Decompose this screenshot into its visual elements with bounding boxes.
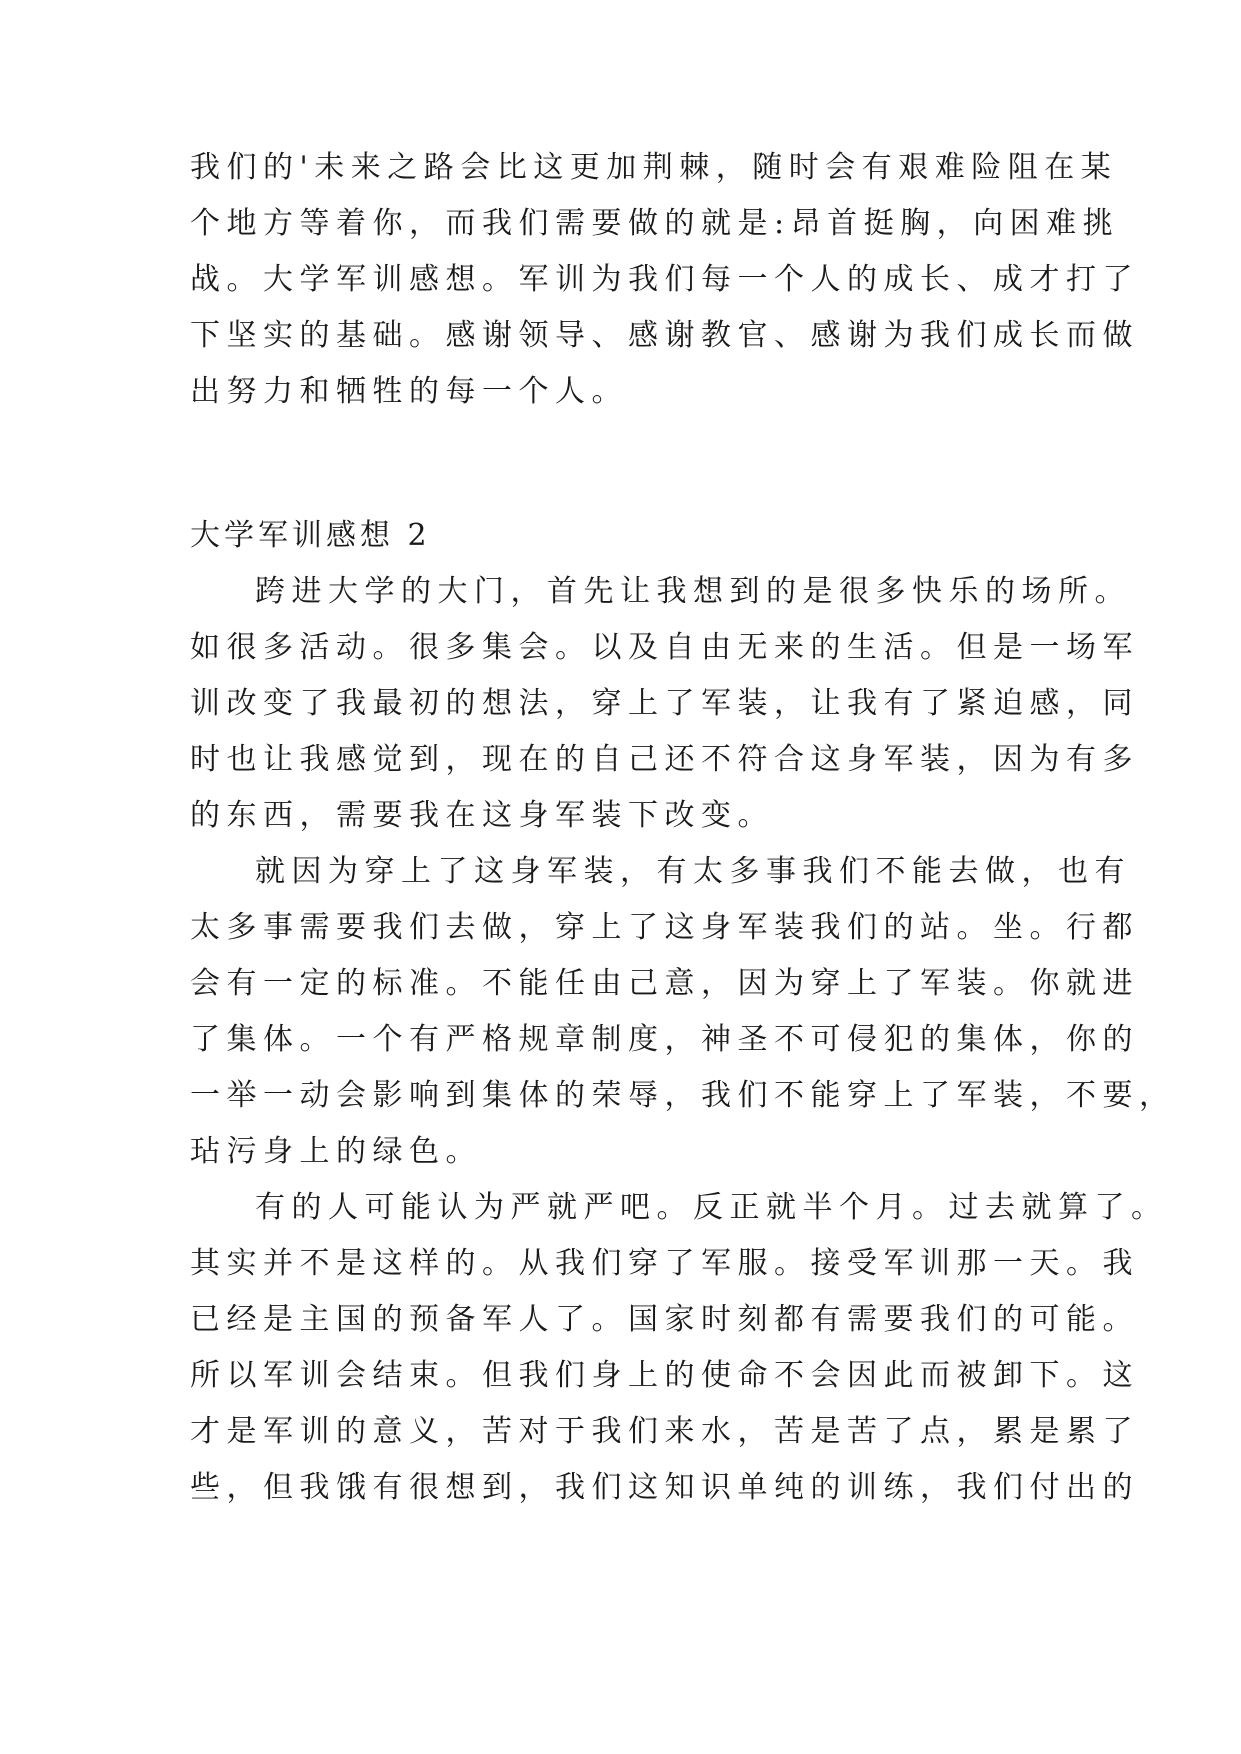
paragraph-2-line-1: 就因为穿上了这身军装，有太多事我们不能去做，也有 bbox=[255, 854, 1131, 889]
paragraph-3-line-5: 才是军训的意义，苦对于我们来水，苦是苦了点，累是累了 bbox=[190, 1414, 1139, 1449]
paragraph-1-line-2: 如很多活动。很多集会。以及自由无来的生活。但是一场军 bbox=[190, 630, 1139, 665]
intro-line-5: 出努力和牺牲的每一个人。 bbox=[190, 374, 628, 409]
paragraph-1-line-5: 的东西，需要我在这身军装下改变。 bbox=[190, 798, 774, 833]
paragraph-2-line-5: 一举一动会影响到集体的荣辱，我们不能穿上了军装，不要， bbox=[190, 1078, 1176, 1113]
paragraph-2-line-2: 太多事需要我们去做，穿上了这身军装我们的站。坐。行都 bbox=[190, 910, 1139, 945]
paragraph-3-line-2: 其实并不是这样的。从我们穿了军服。接受军训那一天。我 bbox=[190, 1246, 1139, 1281]
paragraph-3-line-4: 所以军训会结束。但我们身上的使命不会因此而被卸下。这 bbox=[190, 1358, 1139, 1393]
paragraph-3-line-6: 些，但我饿有很想到，我们这知识单纯的训练，我们付出的 bbox=[190, 1470, 1139, 1505]
intro-line-1: 我们的'未来之路会比这更加荆棘，随时会有艰难险阻在某 bbox=[190, 150, 1118, 185]
paragraph-2-line-6: 玷污身上的绿色。 bbox=[190, 1134, 482, 1169]
paragraph-2-line-4: 了集体。一个有严格规章制度，神圣不可侵犯的集体，你的 bbox=[190, 1022, 1139, 1057]
section-title: 大学军训感想 2 bbox=[190, 518, 431, 553]
paragraph-1-line-3: 训改变了我最初的想法，穿上了军装，让我有了紧迫感，同 bbox=[190, 686, 1139, 721]
intro-line-4: 下坚实的基础。感谢领导、感谢教官、感谢为我们成长而做 bbox=[190, 318, 1139, 353]
paragraph-2-line-3: 会有一定的标准。不能任由己意，因为穿上了军装。你就进 bbox=[190, 966, 1139, 1001]
intro-line-2: 个地方等着你，而我们需要做的就是:昂首挺胸，向困难挑 bbox=[190, 206, 1120, 241]
intro-line-3: 战。大学军训感想。军训为我们每一个人的成长、成才打了 bbox=[190, 262, 1139, 297]
paragraph-1-line-4: 时也让我感觉到，现在的自己还不符合这身军装，因为有多 bbox=[190, 742, 1139, 777]
paragraph-3-line-1: 有的人可能认为严就严吧。反正就半个月。过去就算了。 bbox=[255, 1190, 1168, 1225]
paragraph-1-line-1: 跨进大学的大门，首先让我想到的是很多快乐的场所。 bbox=[255, 574, 1131, 609]
paragraph-3-line-3: 已经是主国的预备军人了。国家时刻都有需要我们的可能。 bbox=[190, 1302, 1139, 1337]
